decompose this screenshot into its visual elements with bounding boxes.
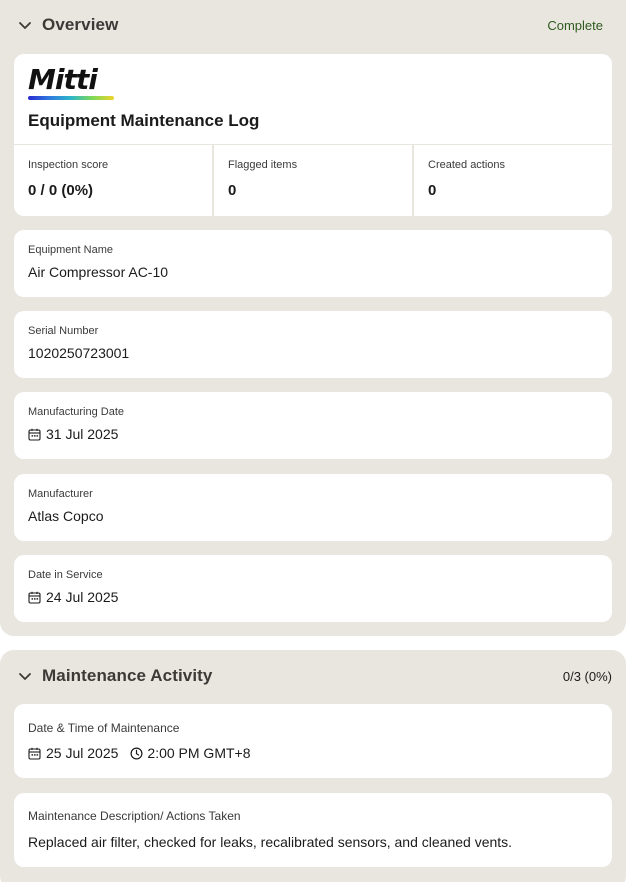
field-value bbox=[28, 345, 129, 361]
field-label: Date in Service bbox=[28, 569, 103, 581]
page-title: Equipment Maintenance Log bbox=[28, 111, 260, 130]
maintenance-date-value: 25 Jul 2025 bbox=[46, 745, 119, 761]
logo-text: Mitti bbox=[28, 63, 97, 96]
maintenance-time-value: 2:00 PM GMT+8 bbox=[147, 745, 251, 761]
serial-number-value: 1020250723001 bbox=[28, 345, 130, 361]
field-label: Serial Number bbox=[28, 325, 99, 337]
field-label: Maintenance Description/ Actions Taken bbox=[28, 809, 241, 823]
progress-count: 0/3 (0%) bbox=[562, 668, 612, 684]
equipment-name-field[interactable] bbox=[14, 230, 612, 297]
stat-value: 0 bbox=[228, 182, 237, 199]
status-badge: Complete bbox=[547, 17, 603, 33]
field-value bbox=[28, 264, 168, 280]
field-value bbox=[28, 426, 118, 442]
report-header-card bbox=[14, 54, 612, 216]
calendar-icon bbox=[28, 591, 41, 604]
serial-number-field[interactable] bbox=[14, 311, 612, 378]
field-value bbox=[28, 508, 103, 524]
maintenance-activity-header[interactable] bbox=[0, 651, 626, 701]
calendar-icon bbox=[28, 747, 41, 760]
field-value bbox=[28, 834, 512, 850]
field-label: Equipment Name bbox=[28, 244, 113, 256]
stat-created-actions bbox=[414, 145, 612, 216]
maintenance-activity-section bbox=[0, 650, 626, 882]
field-value bbox=[28, 589, 118, 605]
stat-label: Flagged items bbox=[228, 159, 298, 171]
manufacturing-date-field[interactable] bbox=[14, 392, 612, 459]
field-value bbox=[28, 745, 251, 761]
manufacturer-value: Atlas Copco bbox=[28, 508, 104, 524]
stat-inspection-score bbox=[14, 145, 212, 216]
maintenance-activity-title: Maintenance Activity bbox=[42, 666, 213, 685]
overview-header[interactable] bbox=[0, 0, 626, 50]
chevron-down-icon[interactable] bbox=[16, 667, 34, 685]
stat-value: 0 bbox=[428, 182, 437, 199]
date-in-service-field[interactable] bbox=[14, 555, 612, 622]
field-label: Manufacturer bbox=[28, 488, 93, 500]
report-header-top bbox=[14, 54, 612, 144]
manufacturer-field[interactable] bbox=[14, 474, 612, 541]
clock-icon bbox=[130, 747, 143, 760]
brand-logo bbox=[28, 63, 114, 100]
stat-label: Inspection score bbox=[28, 159, 109, 171]
overview-title: Overview bbox=[42, 15, 119, 34]
manufacturing-date-value: 31 Jul 2025 bbox=[46, 426, 119, 442]
maintenance-datetime-field[interactable] bbox=[14, 704, 612, 778]
chevron-down-icon[interactable] bbox=[16, 16, 34, 34]
logo-underline bbox=[28, 96, 114, 100]
stat-label: Created actions bbox=[428, 159, 506, 171]
field-label: Manufacturing Date bbox=[28, 406, 124, 418]
maintenance-description-field[interactable] bbox=[14, 793, 612, 867]
maintenance-description-value: Replaced air filter, checked for leaks, recalibrated sensors, and cleaned vents. bbox=[28, 834, 513, 850]
calendar-icon bbox=[28, 428, 41, 441]
stat-flagged-items bbox=[214, 145, 412, 216]
equipment-name-value: Air Compressor AC-10 bbox=[28, 264, 169, 280]
field-label: Date & Time of Maintenance bbox=[28, 721, 180, 735]
date-in-service-value: 24 Jul 2025 bbox=[46, 589, 119, 605]
stat-value: 0 / 0 (0%) bbox=[28, 182, 94, 199]
